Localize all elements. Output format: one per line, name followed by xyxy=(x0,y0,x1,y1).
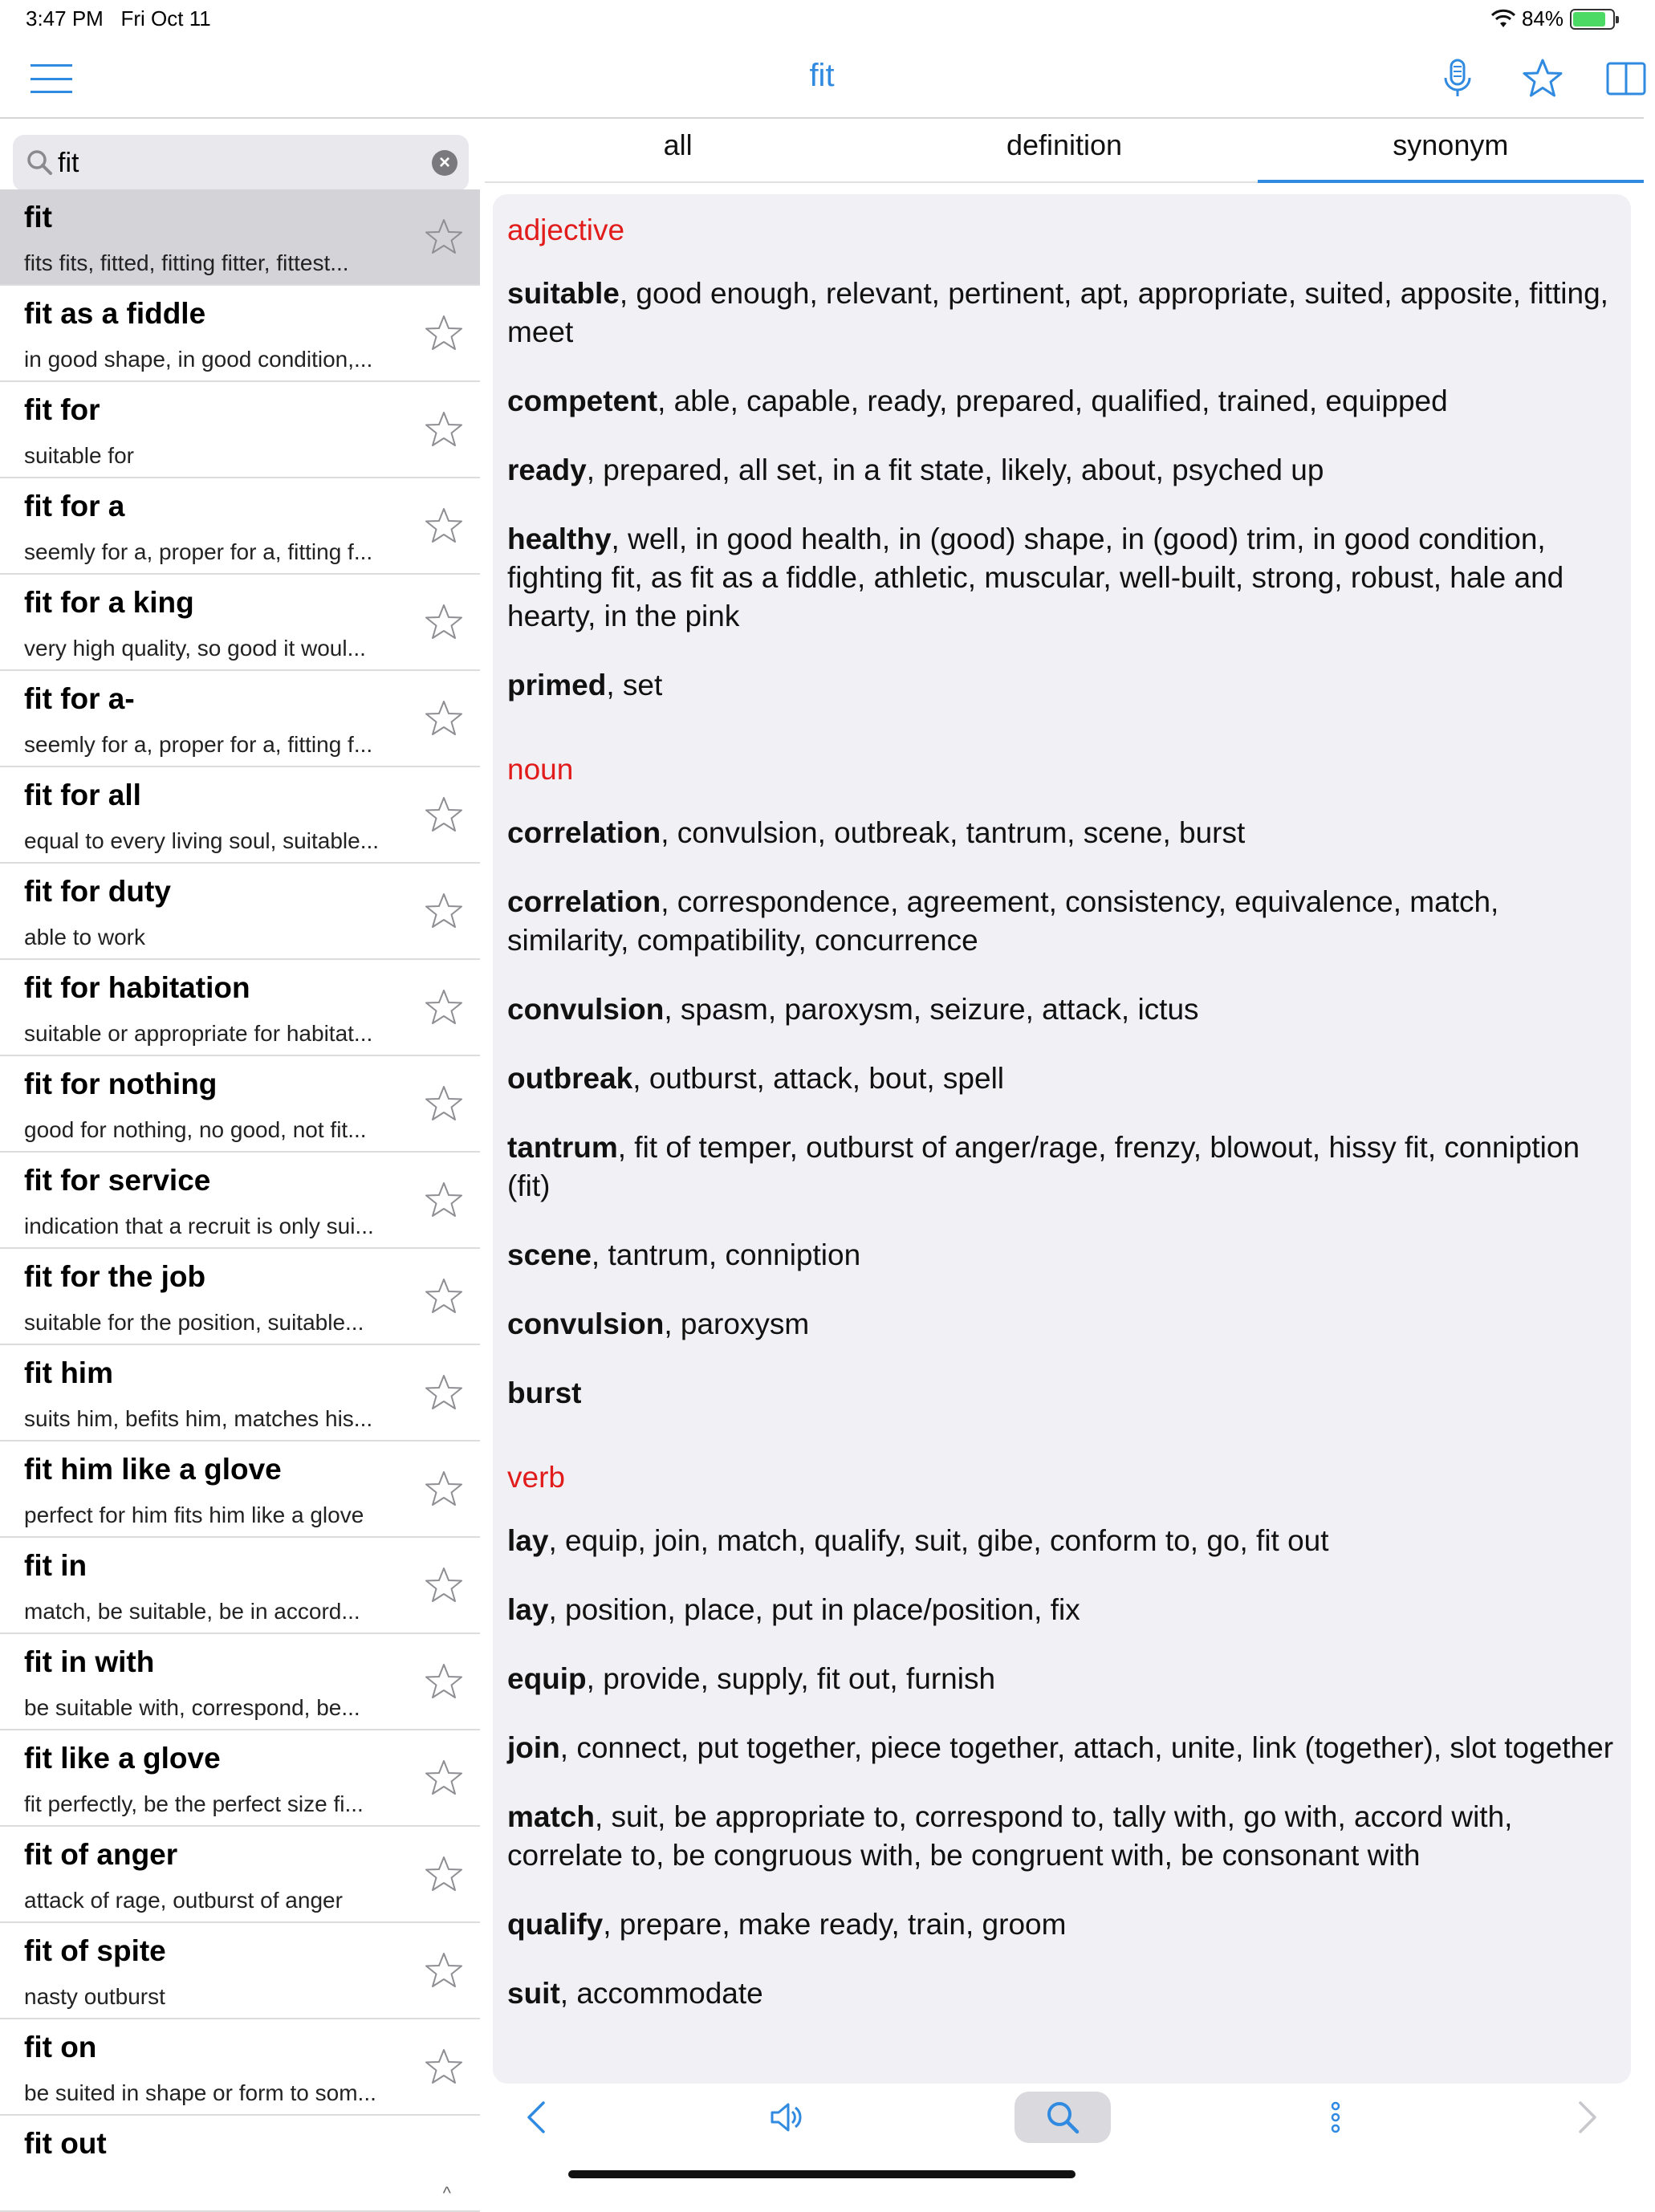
word-summary: suitable or appropriate for habitat... xyxy=(24,1021,373,1046)
tab-definition[interactable]: definition xyxy=(1006,128,1123,161)
word-list-item[interactable] xyxy=(0,1827,480,1923)
word-list-item[interactable] xyxy=(0,286,480,382)
battery-icon xyxy=(1570,9,1615,30)
synonym-list: , tantrum, conniption xyxy=(591,1238,861,1271)
synonym-headword[interactable]: convulsion xyxy=(507,993,665,1026)
synonym-entry[interactable] xyxy=(507,1798,1616,1875)
synonym-list: , outburst, attack, bout, spell xyxy=(632,1062,1005,1095)
synonym-headword[interactable]: burst xyxy=(507,1376,582,1409)
star-outline-icon xyxy=(424,891,464,931)
bottom-toolbar xyxy=(485,2085,1644,2149)
synonym-list: , prepared, all set, in a fit state, likely, about, psyched up xyxy=(586,453,1324,486)
synonym-entry[interactable] xyxy=(507,1305,1616,1344)
word-title: fit out xyxy=(24,2127,107,2160)
synonym-entry[interactable] xyxy=(507,1374,1616,1413)
word-summary: seemly for a, proper for a, fitting f... xyxy=(24,732,373,757)
star-outline-icon xyxy=(424,1180,464,1220)
word-list xyxy=(0,189,480,2203)
word-summary: indication that a recruit is only sui... xyxy=(24,1214,374,1238)
synonym-list: , spasm, paroxysm, seizure, attack, ictus xyxy=(664,993,1199,1026)
synonym-list: , equip, join, match, qualify, suit, gibe, conform to, go, fit out xyxy=(548,1524,1329,1557)
status-time xyxy=(26,6,211,31)
word-list-item[interactable] xyxy=(0,864,480,960)
favorite-star-button[interactable] xyxy=(424,1565,464,1605)
word-summary: suitable for the position, suitable... xyxy=(24,1310,364,1335)
word-summary: fits fits, fitted, fitting fitter, fittest... xyxy=(24,250,349,275)
synonym-entry[interactable] xyxy=(507,274,1616,352)
synonym-headword[interactable]: convulsion xyxy=(507,1307,665,1340)
synonym-headword[interactable]: ready xyxy=(507,453,587,486)
star-outline-icon xyxy=(424,987,464,1027)
battery-fill xyxy=(1573,12,1605,26)
word-title: fit for service xyxy=(24,1164,211,1197)
favorite-star-button[interactable] xyxy=(424,1180,464,1220)
star-outline-icon xyxy=(424,1565,464,1605)
word-summary: perfect for him fits him like a glove xyxy=(24,1502,364,1527)
word-list-item[interactable] xyxy=(0,767,480,864)
search-icon xyxy=(1043,2098,1082,2137)
synonym-headword[interactable]: correlation xyxy=(507,816,661,849)
word-title: fit for xyxy=(24,393,100,426)
synonym-entry[interactable] xyxy=(507,814,1616,852)
favorite-star-button[interactable] xyxy=(424,2047,464,2087)
search-bar xyxy=(13,135,469,191)
speaker-icon xyxy=(767,2098,806,2137)
part-of-speech-label: noun xyxy=(507,753,574,786)
synonym-headword[interactable]: suit xyxy=(507,1977,560,2010)
synonym-entry[interactable] xyxy=(507,1128,1616,1206)
synonym-entry[interactable] xyxy=(507,990,1616,1029)
favorite-star-button[interactable] xyxy=(424,409,464,449)
close-icon: × xyxy=(438,152,450,173)
synonym-list: , set xyxy=(606,669,663,701)
word-list-item[interactable] xyxy=(0,2019,480,2116)
word-title: fit of anger xyxy=(24,1838,178,1871)
word-summary: be suitable with, correspond, be... xyxy=(24,1695,360,1720)
tab-all[interactable]: all xyxy=(663,128,693,161)
page-title: fit xyxy=(809,58,835,93)
more-vertical-icon xyxy=(1316,2098,1355,2137)
chevron-left-icon xyxy=(518,2098,556,2137)
word-list-item[interactable] xyxy=(0,1634,480,1730)
star-outline-icon xyxy=(424,1661,464,1702)
word-title: fit him xyxy=(24,1356,113,1389)
synonym-entry[interactable] xyxy=(507,1522,1616,1560)
word-list-item[interactable] xyxy=(0,671,480,767)
word-list-item[interactable] xyxy=(0,575,480,671)
star-outline-icon xyxy=(424,1854,464,1894)
word-summary: match, be suitable, be in accord... xyxy=(24,1599,360,1624)
word-title: fit for a xyxy=(24,490,125,523)
synonym-list: , good enough, relevant, pertinent, apt, appropriate, suited, apposite, fitting, meet xyxy=(507,277,1608,348)
home-indicator[interactable] xyxy=(568,2170,1076,2178)
favorite-star-button[interactable] xyxy=(424,1372,464,1413)
word-title: fit of spite xyxy=(24,1934,166,1967)
word-list-item[interactable] xyxy=(0,960,480,1056)
word-summary: suits him, befits him, matches his... xyxy=(24,1406,373,1431)
synonym-headword[interactable]: equip xyxy=(507,1662,587,1695)
part-of-speech-label: adjective xyxy=(507,213,625,246)
star-outline-icon xyxy=(424,1758,464,1798)
star-outline-icon xyxy=(424,1469,464,1509)
favorite-star-button[interactable] xyxy=(424,1950,464,1990)
search-input[interactable] xyxy=(58,143,411,183)
synonym-headword[interactable]: tantrum xyxy=(507,1131,618,1164)
battery-percent: 84% xyxy=(1521,6,1564,30)
star-icon xyxy=(1521,57,1564,100)
pos-section-noun xyxy=(507,753,1616,1413)
word-title: fit as a fiddle xyxy=(24,297,206,330)
star-outline-icon xyxy=(424,217,464,257)
star-outline-icon xyxy=(424,698,464,738)
word-title: fit for a king xyxy=(24,586,194,619)
synonym-entry[interactable] xyxy=(507,1905,1616,1944)
favorite-star-button[interactable] xyxy=(424,1758,464,1798)
word-list-item[interactable] xyxy=(0,1153,480,1249)
synonym-list: , provide, supply, fit out, furnish xyxy=(586,1662,996,1695)
synonym-entry[interactable] xyxy=(507,666,1616,705)
word-title: fit for nothing xyxy=(24,1067,218,1100)
word-list-item[interactable] xyxy=(0,478,480,575)
word-summary: in good shape, in good condition,... xyxy=(24,347,373,372)
star-outline-icon xyxy=(424,1950,464,1990)
favorite-star-button[interactable] xyxy=(424,1276,464,1316)
synonym-list: , convulsion, outbreak, tantrum, scene, burst xyxy=(661,816,1246,849)
favorite-star-button[interactable] xyxy=(424,698,464,738)
synonym-entry[interactable] xyxy=(507,1059,1616,1098)
synonym-list: , fit of temper, outburst of anger/rage, frenzy, blowout, hissy fit, conniption (fit) xyxy=(507,1131,1580,1202)
favorite-star-button[interactable] xyxy=(424,891,464,931)
star-outline-icon xyxy=(424,2047,464,2087)
book-button[interactable] xyxy=(1597,51,1655,106)
favorite-star-button[interactable] xyxy=(424,1469,464,1509)
nav-bar xyxy=(0,39,1644,119)
date-text: Fri Oct 11 xyxy=(120,6,211,30)
star-outline-icon xyxy=(424,506,464,546)
synonym-headword[interactable]: suitable xyxy=(507,277,620,310)
synonym-entry[interactable] xyxy=(507,1729,1616,1767)
synonym-entry[interactable] xyxy=(507,382,1616,421)
star-outline-icon xyxy=(424,795,464,835)
synonym-headword[interactable]: correlation xyxy=(507,885,661,918)
synonym-headword[interactable]: qualify xyxy=(507,1908,604,1941)
word-list-item[interactable] xyxy=(0,1056,480,1153)
microphone-icon xyxy=(1436,57,1479,100)
synonym-entry[interactable] xyxy=(507,1974,1616,2013)
word-summary: seemly for a, proper for a, fitting f... xyxy=(24,539,373,564)
star-outline-icon xyxy=(424,313,464,353)
synonym-headword[interactable]: outbreak xyxy=(507,1062,633,1095)
favorite-star-button[interactable] xyxy=(424,506,464,546)
word-list-item[interactable] xyxy=(0,382,480,478)
word-title: fit for habitation xyxy=(24,971,250,1004)
back-button[interactable] xyxy=(517,2092,557,2143)
word-list-item[interactable] xyxy=(0,1538,480,1634)
favorite-button[interactable] xyxy=(1514,51,1572,106)
status-right xyxy=(1491,6,1615,31)
search-icon xyxy=(24,147,56,179)
synonym-headword[interactable]: lay xyxy=(507,1524,549,1557)
clear-search-button[interactable] xyxy=(432,150,457,176)
time-text: 3:47 PM xyxy=(26,6,104,30)
synonym-headword[interactable]: match xyxy=(507,1800,595,1833)
word-title: fit xyxy=(24,201,52,234)
word-title: fit for all xyxy=(24,779,141,811)
word-summary: nasty outburst xyxy=(24,1984,165,2009)
synonym-list: , connect, put together, piece together, attach, unite, link (together), slot together xyxy=(559,1731,1614,1764)
synonym-entry[interactable] xyxy=(507,883,1616,960)
star-outline-icon xyxy=(424,1084,464,1124)
word-list-item[interactable] xyxy=(0,1441,480,1538)
synonym-list: , able, capable, ready, prepared, qualified, trained, equipped xyxy=(657,384,1448,417)
word-list-item[interactable] xyxy=(0,1923,480,2019)
word-title: fit like a glove xyxy=(24,1742,221,1775)
favorite-star-button[interactable] xyxy=(424,795,464,835)
word-title: fit on xyxy=(24,2031,97,2064)
synonym-headword[interactable]: lay xyxy=(507,1593,549,1626)
synonym-list: , accommodate xyxy=(559,1977,763,2010)
part-of-speech-label: verb xyxy=(507,1461,565,1494)
synonym-list: , suit, be appropriate to, correspond to, tally with, go with, accord with, correlate to, be congruous with, be congruent with, be consonant with xyxy=(507,1800,1513,1872)
synonym-headword[interactable]: primed xyxy=(507,669,607,701)
synonym-list: , prepare, make ready, train, groom xyxy=(603,1908,1067,1941)
favorite-star-button[interactable] xyxy=(424,987,464,1027)
word-list-item[interactable] xyxy=(0,2116,480,2212)
synonym-list: , position, place, put in place/position, fix xyxy=(548,1593,1080,1626)
word-summary: attack of rage, outburst of anger xyxy=(24,1888,343,1913)
word-title: fit for duty xyxy=(24,875,171,908)
pos-section-verb xyxy=(507,1461,1616,2013)
synonym-entry[interactable] xyxy=(507,520,1616,636)
word-summary: very high quality, so good it woul... xyxy=(24,636,366,661)
favorite-star-button[interactable] xyxy=(424,1661,464,1702)
word-summary: good for nothing, no good, not fit... xyxy=(24,1117,367,1142)
wifi-icon xyxy=(1491,10,1515,29)
more-button[interactable] xyxy=(1320,2092,1352,2143)
word-list-item[interactable] xyxy=(0,1730,480,1827)
speak-button[interactable] xyxy=(762,2092,811,2143)
word-summary: able to work xyxy=(24,925,145,949)
word-list-item[interactable] xyxy=(0,1249,480,1345)
star-outline-icon xyxy=(424,1372,464,1413)
star-outline-icon xyxy=(424,1276,464,1316)
word-title: fit for a- xyxy=(24,682,135,715)
favorite-star-button[interactable] xyxy=(424,217,464,257)
tab-synonym[interactable]: synonym xyxy=(1258,120,1644,181)
word-title: fit in xyxy=(24,1549,87,1582)
word-list-item[interactable] xyxy=(0,189,480,286)
favorite-star-button[interactable] xyxy=(424,1084,464,1124)
synonym-entry[interactable] xyxy=(507,1236,1616,1275)
synonym-list: , paroxysm xyxy=(664,1307,810,1340)
synonym-content xyxy=(493,194,1631,2084)
synonym-list: , correspondence, agreement, consistency, equivalence, match, similarity, compatibility, concurrence xyxy=(507,885,1499,957)
favorite-star-button[interactable] xyxy=(424,1854,464,1894)
word-summary: fit perfectly, be the perfect size fi... xyxy=(24,1791,364,1816)
synonym-list: , well, in good health, in (good) shape, in (good) trim, in good condition, fighting fit, as fit as a fiddle, athletic, muscular, well-built, strong, robust, hale and hearty, in the pink xyxy=(507,523,1564,632)
status-bar xyxy=(0,0,1644,39)
synonym-entry[interactable] xyxy=(507,1591,1616,1629)
synonym-headword[interactable]: competent xyxy=(507,384,658,417)
tab-bar xyxy=(485,120,1644,183)
scroll-up-caret[interactable]: ^ xyxy=(442,2183,451,2203)
favorite-star-button[interactable] xyxy=(424,602,464,642)
word-summary: suitable for xyxy=(24,443,134,468)
microphone-button[interactable] xyxy=(1429,51,1486,106)
word-title: fit him like a glove xyxy=(24,1453,282,1486)
pos-section-adjective xyxy=(507,213,1616,705)
word-summary: equal to every living soul, suitable... xyxy=(24,828,380,853)
forward-button[interactable] xyxy=(1567,2092,1607,2143)
word-title: fit in with xyxy=(24,1645,155,1678)
synonym-headword[interactable]: join xyxy=(507,1731,560,1764)
word-title: fit for the job xyxy=(24,1260,206,1293)
star-outline-icon xyxy=(424,409,464,449)
word-list-item[interactable] xyxy=(0,1345,480,1441)
book-icon xyxy=(1604,57,1648,100)
synonym-entry[interactable] xyxy=(507,451,1616,490)
synonym-headword[interactable]: healthy xyxy=(507,523,612,555)
favorite-star-button[interactable] xyxy=(424,313,464,353)
word-summary: be suited in shape or form to som... xyxy=(24,2080,376,2105)
chevron-right-icon xyxy=(1568,2098,1606,2137)
star-outline-icon xyxy=(424,602,464,642)
search-button[interactable] xyxy=(1015,2092,1111,2143)
synonym-entry[interactable] xyxy=(507,1660,1616,1698)
synonym-headword[interactable]: scene xyxy=(507,1238,592,1271)
